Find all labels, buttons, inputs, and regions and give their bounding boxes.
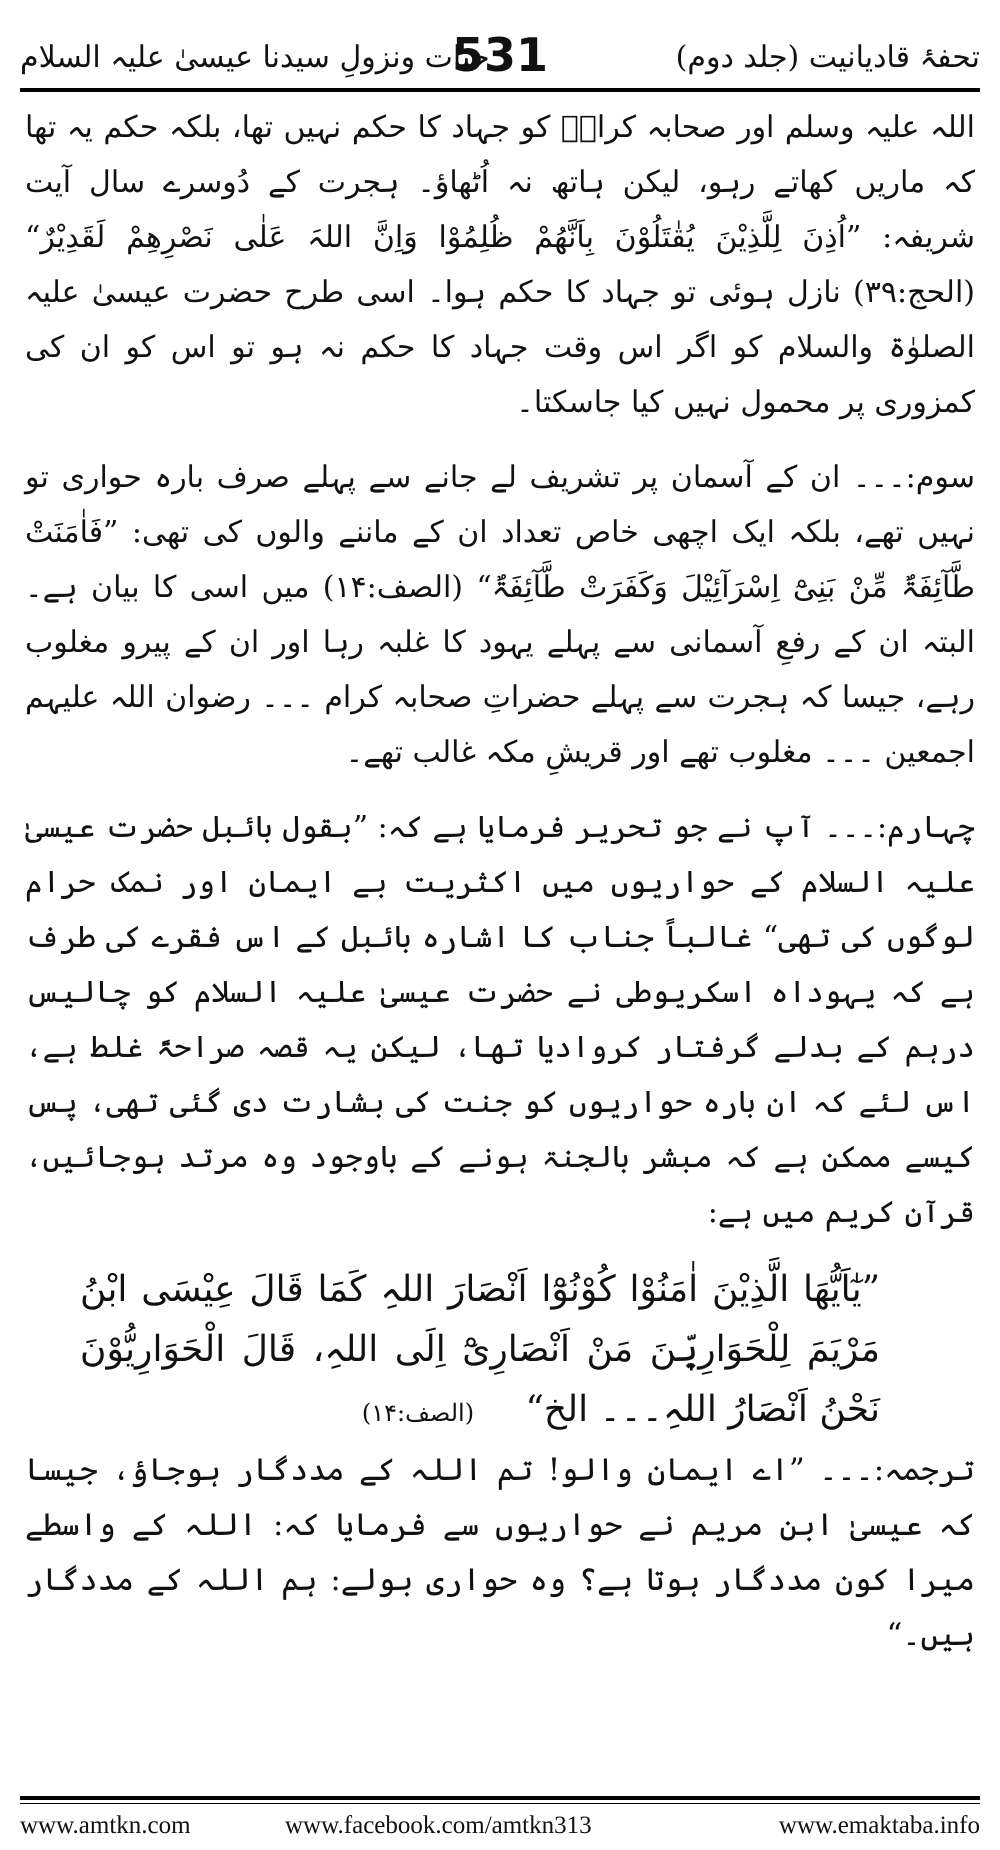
verse-reference: (الصف:۱۴) (361, 1399, 475, 1427)
page-footer (20, 1812, 980, 1846)
footer-link-amtkn[interactable]: www.amtkn.com (20, 1812, 191, 1839)
footer-rule-thick (20, 1796, 980, 1800)
page-header (20, 30, 980, 90)
book-title: تحفۂ قادیانیت (جلد دوم) (675, 40, 980, 75)
footer-rule-thin (20, 1803, 980, 1804)
verse-translation: ترجمہ:۔۔۔ ”اے ایمان والو! تم اللہ کے مددگار ہوجاؤ، جیسا کہ عیسیٰ ابن مریم نے حواریوں سے فرمایا کہ: اللہ کے واسطے میرا کون مددگار ہوتا ہے؟ وہ حواری بولے: ہم اللہ کے مددگار ہیں۔“ (25, 1452, 975, 1653)
page-number: 531 (451, 28, 549, 82)
quran-verse (80, 1260, 880, 1443)
paragraph-1: اللہ علیہ وسلم اور صحابہ کرامؓ کو جہاد کا حکم نہیں تھا، بلکہ حکم یہ تھا کہ ماریں کھاتے رہو، لیکن ہاتھ نہ اُٹھاؤ۔ ہجرت کے دُوسرے سال آیت شریفہ: ”اُذِنَ لِلَّذِیْنَ یُقٰتَلُوْنَ بِاَنَّھُمْ ظُلِمُوْا وَاِنَّ اللہَ عَلٰی نَصْرِھِمْ لَقَدِیْرٌ“ (الحج:۳۹) نازل ہوئی تو جہاد کا حکم ہوا۔ اسی طرح حضرت عیسیٰ علیہ الصلوٰۃ والسلام کو اگر اس وقت جہاد کا حکم نہ ہو تو اس کو ان کی کمزوری پر محمول نہیں کیا جاسکتا۔ (25, 110, 975, 420)
page-body (25, 100, 975, 1683)
paragraph-3: چہارم:۔۔۔ آپ نے جو تحریر فرمایا ہے کہ: ”بقول بائبل حضرت عیسیٰ علیہ السلام کے حواریوں میں اکثریت بے ایمان اور نمک حرام لوگوں کی تھی“ غالباً جناب کا اشارہ بائبل کے اس فقرے کی طرف ہے کہ یہوداہ اسکریوطی نے حضرت عیسیٰ علیہ السلام کو چالیس درہم کے بدلے گرفتار کروادیا تھا، لیکن یہ قصہ صراحۃً غلط ہے، اس لئے کہ ان بارہ حواریوں کو جنت کی بشارت دی گئی تھی، پس کیسے ممکن ہے کہ مبشر بالجنۃ ہونے کے باوجود وہ مرتد ہوجائیں، قرآنِ کریم میں ہے: (25, 810, 975, 1230)
paragraph-2: سوم:۔۔۔ ان کے آسمان پر تشریف لے جانے سے پہلے صرف بارہ حواری تو نہیں تھے، بلکہ ایک اچھی خاص تعداد ان کے ماننے والوں کی تھی: ”فَاٰمَنَتْ طَّآئِفَۃٌ مِّنْ بَنِیْٓ اِسْرَآئِیْلَ وَکَفَرَتْ طَّآئِفَۃٌ“ (الصف:۱۴) میں اسی کا بیان ہے۔ البتہ ان کے رفعِ آسمانی سے پہلے یہود کا غلبہ رہا اور ان کے پیرو مغلوب رہے، جیسا کہ ہجرت سے پہلے حضراتِ صحابہ کرام ۔۔۔ رضوان اللہ علیہم اجمعین ۔۔۔ مغلوب تھے اور قریشِ مکہ غالب تھے۔ (25, 460, 975, 770)
header-rule (20, 88, 980, 92)
chapter-title: حیات ونزولِ سیدنا عیسیٰ علیہ السلام (20, 40, 490, 75)
footer-link-facebook[interactable]: www.facebook.com/amtkn313 (285, 1812, 592, 1839)
verse-text: ”یٰٓاَیُّھَا الَّذِیْنَ اٰمَنُوْا کُوْنُوْٓا اَنْصَارَ اللہِ کَمَا قَالَ عِیْسَی ابْنُ مَرْیَمَ لِلْحَوَارِیّٖنَ مَنْ اَنْصَارِیْٓ اِلَی اللہِ، قَالَ الْحَوَارِیُّوْنَ نَحْنُ اَنْصَارُ اللہِ۔۔۔ الخ“ (80, 1269, 880, 1430)
footer-link-emaktaba[interactable]: www.emaktaba.info (778, 1812, 980, 1839)
